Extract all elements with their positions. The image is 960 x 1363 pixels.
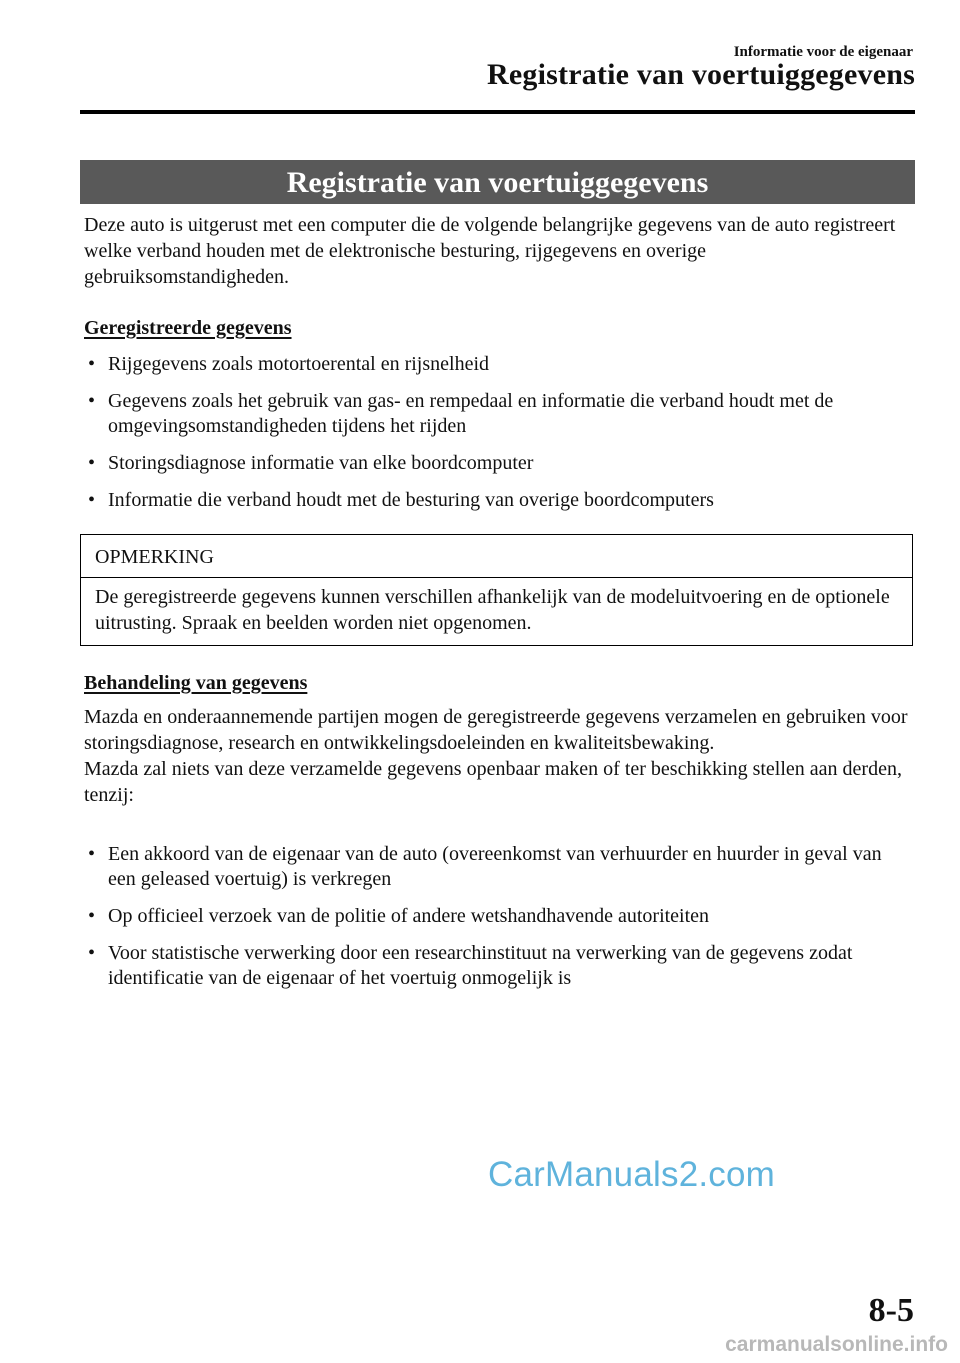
running-header-title: Registratie van voertuiggegevens: [487, 58, 915, 91]
note-text: De geregistreerde gegevens kunnen verschillen afhankelijk van de modeluitvoering en de optionele uitrusting. Spraak en beelden worden niet opgenomen.: [95, 586, 890, 634]
running-header-section: Informatie voor de eigenaar: [733, 44, 913, 60]
list-item: • Voor statistische verwerking door een researchinstituut na verwerking van de gegevens zodat identificatie van de eigenaar of het voertuig onmogelijk is: [88, 942, 853, 989]
header-rule: [80, 110, 915, 114]
list-item: • Gegevens zoals het gebruik van gas- en rempedaal en informatie die verband houdt met de omgevingsomstandigheden tijdens het rijden: [88, 390, 834, 437]
list-item: • Informatie die verband houdt met de besturing van overige boordcomputers: [88, 489, 714, 511]
section-banner: Registratie van voertuiggegevens: [80, 160, 915, 204]
watermark-logo: CarManuals2.com: [488, 1155, 775, 1194]
note-title: OPMERKING: [81, 535, 912, 578]
handling-paragraph-1: Mazda en onderaannemende partijen mogen de geregistreerde gegevens verzamelen en gebruiken voor storingsdiagnose, research en ontwikkelingsdoeleinden en kwaliteitsbewaking.: [84, 706, 908, 754]
footer-watermark: carmanualsonline.info: [725, 1333, 948, 1356]
handling-paragraph-2: Mazda zal niets van deze verzamelde gegevens openbaar maken of ter beschikking stellen aan derden, tenzij:: [84, 758, 902, 806]
list-item: • Op officieel verzoek van de politie of andere wetshandhavende autoriteiten: [88, 905, 710, 927]
intro-paragraph: Deze auto is uitgerust met een computer die de volgende belangrijke gegevens van de auto registreert welke verband houden met de elektronische besturing, rijgegevens en overige gebruiksomstandigheden.: [84, 214, 896, 288]
bullet-icon: •: [88, 452, 96, 474]
recorded-data-list: [84, 352, 914, 525]
bullet-icon: •: [88, 843, 96, 865]
recorded-data-heading: Geregistreerde gegevens: [84, 317, 292, 339]
bullet-icon: •: [88, 942, 96, 964]
page-number: 8-5: [868, 1292, 914, 1329]
bullet-icon: •: [88, 489, 96, 511]
bullet-icon: •: [88, 390, 96, 412]
disclosure-conditions-list: [84, 842, 914, 1003]
data-handling-heading: Behandeling van gegevens: [84, 672, 308, 694]
bullet-icon: •: [88, 353, 96, 375]
list-item: • Rijgegevens zoals motortoerental en rijsnelheid: [88, 353, 489, 375]
note-box: [80, 534, 913, 646]
list-item: • Storingsdiagnose informatie van elke boordcomputer: [88, 452, 534, 474]
list-item: • Een akkoord van de eigenaar van de auto (overeenkomst van verhuurder en huurder in geval van een geleased voertuig) is verkregen: [88, 843, 882, 890]
data-handling-paragraphs: [84, 704, 914, 808]
bullet-icon: •: [88, 905, 96, 927]
